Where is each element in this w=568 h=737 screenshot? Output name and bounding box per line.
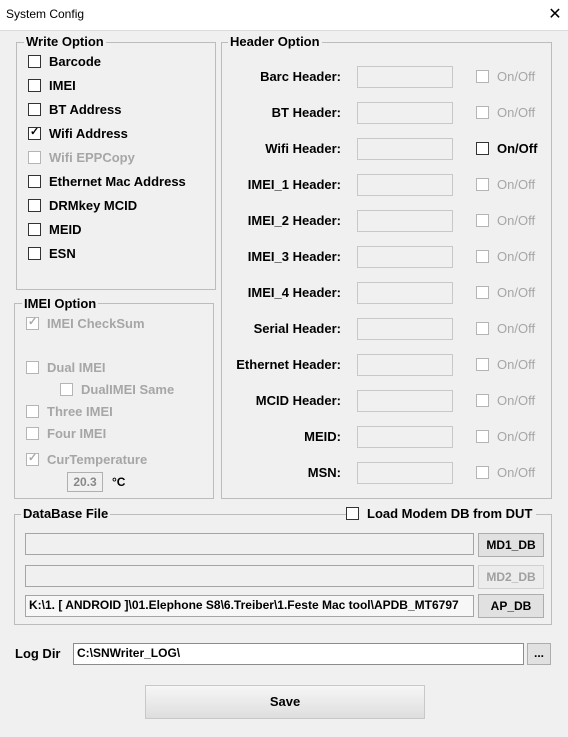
window-title: System Config [6,7,85,21]
header-onoff-checkbox[interactable] [476,141,537,156]
checkbox-box [476,430,489,443]
log-dir-browse-button[interactable]: ... [527,643,551,665]
header-label: IMEI_3 Header: [247,249,341,264]
imei-checksum-label: IMEI CheckSum [47,316,145,331]
header-onoff-checkbox[interactable] [476,285,535,300]
write-option-label: Wifi EPPCopy [49,150,135,165]
load-modem-db-label: Load Modem DB from DUT [367,506,533,521]
onoff-label: On/Off [497,141,538,156]
four-imei-checkbox[interactable] [26,426,106,441]
onoff-label: On/Off [497,429,536,444]
header-onoff-checkbox[interactable] [476,357,535,372]
onoff-label: On/Off [497,465,536,480]
dual-imei-checkbox[interactable] [26,360,106,375]
header-value-field[interactable] [357,246,453,268]
checkbox-box [28,103,41,116]
onoff-label: On/Off [497,357,536,372]
header-onoff-checkbox[interactable] [476,69,535,84]
dual-imei-label: Dual IMEI [47,360,106,375]
header-label: MCID Header: [255,393,341,408]
md1-db-path-field[interactable] [25,533,474,555]
checkbox-box: ✓ [28,316,38,328]
onoff-label: On/Off [497,105,536,120]
header-onoff-checkbox[interactable] [476,321,535,336]
checkbox-box [476,214,489,227]
checkbox-box [476,394,489,407]
checkbox-box [26,427,39,440]
header-value-field[interactable] [357,102,453,124]
write-option-label: ESN [49,246,76,261]
header-option-legend: Header Option [230,34,320,49]
onoff-label: On/Off [497,249,536,264]
header-onoff-checkbox[interactable] [476,105,535,120]
header-value-field[interactable] [357,210,453,232]
checkbox-box [28,175,41,188]
header-onoff-checkbox[interactable] [476,177,535,192]
header-onoff-checkbox[interactable] [476,393,535,408]
md2-db-button[interactable]: MD2_DB [478,565,544,589]
header-onoff-checkbox[interactable] [476,429,535,444]
write-option-checkbox[interactable] [28,150,135,165]
checkbox-box [28,79,41,92]
checkbox-box [476,358,489,371]
header-value-field[interactable] [357,462,453,484]
header-label: IMEI_2 Header: [247,213,341,228]
write-option-checkbox[interactable] [28,222,82,237]
checkbox-box [26,361,39,374]
header-label: IMEI_4 Header: [247,285,341,300]
checkbox-box: ✓ [28,452,38,464]
write-option-checkbox[interactable] [28,198,137,213]
header-label: Wifi Header: [265,141,341,156]
write-option-label: Barcode [49,54,102,69]
write-option-checkbox[interactable] [28,54,101,69]
header-label: BT Header: [271,105,341,120]
checkbox-box [476,106,489,119]
log-dir-field[interactable]: C:\SNWriter_LOG\ [73,643,524,665]
write-option-label: Ethernet Mac Address [49,174,186,189]
onoff-label: On/Off [497,393,536,408]
write-option-label: IMEI [49,78,76,93]
onoff-label: On/Off [497,177,536,192]
checkbox-box [26,405,39,418]
header-value-field[interactable] [357,282,453,304]
onoff-label: On/Off [497,213,536,228]
write-option-checkbox[interactable] [28,102,121,117]
header-value-field[interactable] [357,318,453,340]
onoff-label: On/Off [497,285,536,300]
write-option-label: MEID [49,222,82,237]
save-button[interactable]: Save [145,685,425,719]
header-onoff-checkbox[interactable] [476,249,535,264]
checkbox-box [346,507,359,520]
checkbox-box [28,151,41,164]
write-option-checkbox[interactable] [28,126,128,141]
checkbox-box [60,383,73,396]
checkbox-box [28,55,41,68]
close-icon[interactable]: ✕ [548,6,562,23]
checkbox-box [476,178,489,191]
header-onoff-checkbox[interactable] [476,213,535,228]
checkbox-box [476,142,489,155]
imei-checksum-checkbox[interactable] [26,316,145,331]
write-option-label: Wifi Address [49,126,128,141]
header-value-field[interactable] [357,426,453,448]
ap-db-path-field[interactable]: K:\1. [ ANDROID ]\01.Elephone S8\6.Treiber\1.Feste Mac tool\APDB_MT6797 [25,595,474,617]
header-value-field[interactable] [357,390,453,412]
write-option-label: BT Address [49,102,122,117]
md1-db-button[interactable]: MD1_DB [478,533,544,557]
checkbox-box [476,250,489,263]
checkbox-box [476,286,489,299]
dualimei-same-checkbox[interactable] [60,382,174,397]
md2-db-path-field[interactable] [25,565,474,587]
header-label: Barc Header: [260,69,341,84]
header-label: Serial Header: [253,321,341,336]
checkbox-box [28,223,41,236]
checkbox-box [476,322,489,335]
write-option-checkbox[interactable] [28,246,76,261]
checkbox-box [476,70,489,83]
header-label: MSN: [307,465,341,480]
temperature-unit: °C [112,475,126,489]
imei-option-legend: IMEI Option [24,296,97,311]
four-imei-label: Four IMEI [47,426,107,441]
write-option-legend: Write Option [26,34,104,49]
log-dir-label: Log Dir [15,646,61,661]
cur-temperature-checkbox[interactable] [26,452,147,467]
write-option-label: DRMkey MCID [49,198,138,213]
ap-db-button[interactable]: AP_DB [478,594,544,618]
temperature-value: 20.3 [67,472,103,492]
database-legend: DataBase File [23,506,109,521]
header-label: IMEI_1 Header: [247,177,341,192]
onoff-label: On/Off [497,69,536,84]
header-value-field[interactable] [357,354,453,376]
imei-option-group [14,303,214,499]
header-label: MEID: [304,429,341,444]
dualimei-same-label: DualIMEI Same [81,382,175,397]
write-option-checkbox[interactable] [28,78,76,93]
checkbox-box: ✓ [30,126,40,138]
header-label: Ethernet Header: [236,357,341,372]
three-imei-checkbox[interactable] [26,404,113,419]
header-value-field[interactable] [357,138,453,160]
onoff-label: On/Off [497,321,536,336]
title-bar [0,0,568,31]
header-onoff-checkbox[interactable] [476,465,535,480]
header-value-field[interactable] [357,66,453,88]
header-value-field[interactable] [357,174,453,196]
write-option-checkbox[interactable] [28,174,186,189]
cur-temperature-label: CurTemperature [47,452,148,467]
checkbox-box [28,247,41,260]
checkbox-box [476,466,489,479]
checkbox-box [28,199,41,212]
load-modem-db-checkbox[interactable] [346,506,536,521]
three-imei-label: Three IMEI [47,404,113,419]
